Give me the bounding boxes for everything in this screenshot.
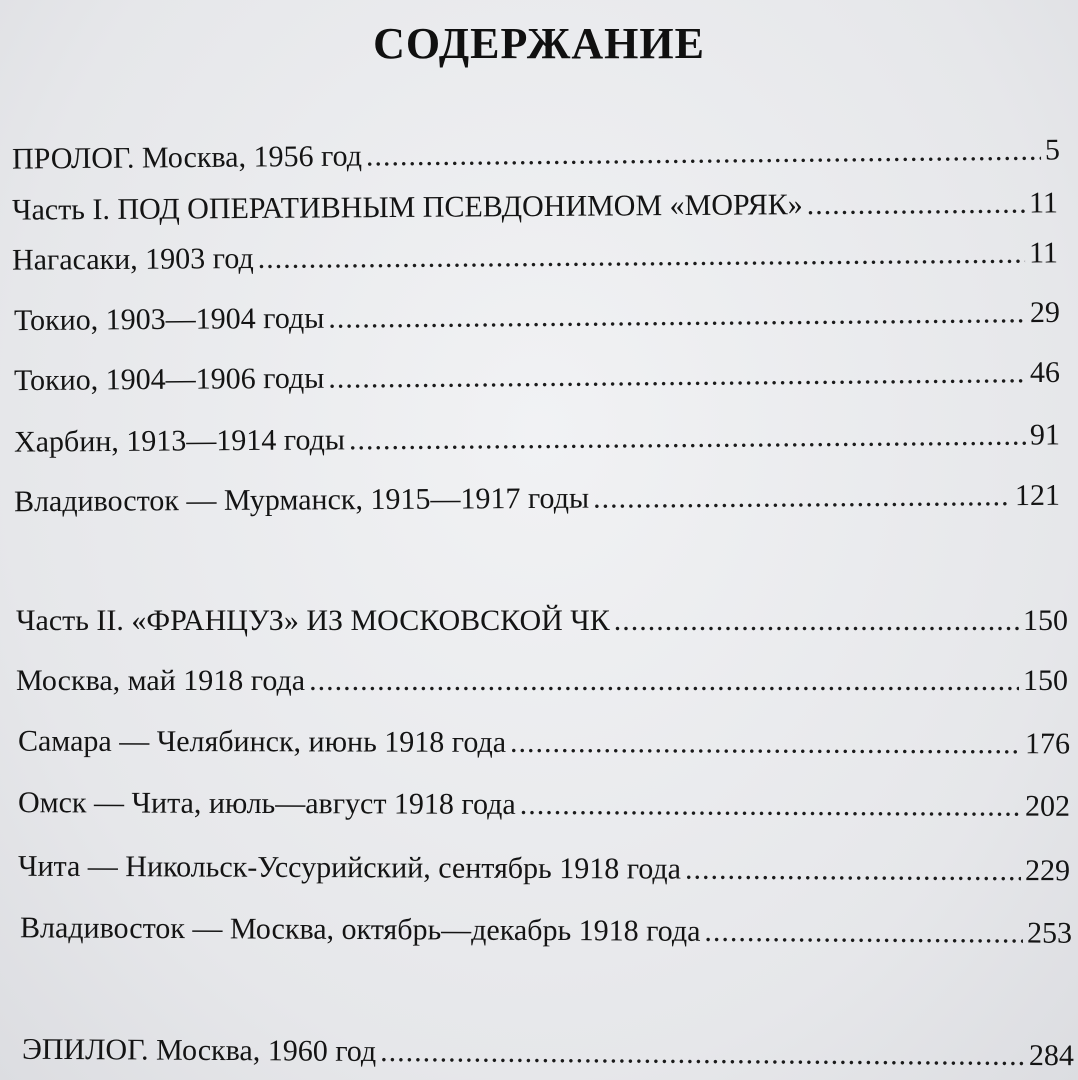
toc-entry-label: Часть II. «ФРАНЦУЗ» ИЗ МОСКОВСКОЙ ЧК	[16, 604, 610, 637]
toc-entry-page: 229	[1024, 854, 1071, 888]
toc-entry-label: Владивосток — Москва, октябрь—декабрь 1918 года	[19, 911, 701, 948]
toc-entry-label: Омск — Чита, июль—август 1918 года	[17, 786, 516, 821]
toc-entry-prologue	[12, 131, 1060, 178]
toc-entry-page: 5	[1044, 133, 1061, 167]
toc-entry-moscow-may	[16, 662, 1068, 700]
toc-entry-omsk	[18, 784, 1070, 826]
toc-entry-part-1	[12, 184, 1058, 229]
toc-leader-dots	[614, 602, 1019, 640]
toc-leader-dots	[258, 235, 1026, 278]
toc-entry-page: 11	[1028, 186, 1059, 220]
toc-leader-dots	[349, 417, 1026, 460]
toc-entry-nagasaki	[12, 234, 1058, 279]
toc-leader-dots	[807, 185, 1026, 225]
toc-leader-dots	[685, 851, 1021, 890]
toc-entry-label: Токио, 1903—1904 годы	[13, 301, 325, 338]
toc-leader-dots	[366, 132, 1041, 176]
toc-leader-dots	[380, 1033, 1025, 1075]
toc-leader-dots	[510, 724, 1021, 763]
toc-entry-label: Нагасаки, 1903 год	[11, 241, 254, 277]
toc-entry-page: 150	[1023, 664, 1068, 697]
toc-entry-vladivostok-murmansk	[14, 477, 1060, 521]
toc-entry-page: 150	[1023, 604, 1068, 637]
toc-entry-label: ПРОЛОГ. Москва, 1956 год	[11, 139, 363, 176]
toc-entry-label: Харбин, 1913—1914 годы	[13, 423, 346, 459]
toc-entry-label: Чита — Никольск-Уссурийский, сентябрь 1918 года	[17, 849, 682, 886]
toc-entry-harbin	[14, 416, 1060, 461]
toc-entry-page: 284	[1028, 1038, 1075, 1073]
toc-entry-epilogue	[22, 1031, 1074, 1075]
toc-entry-samara	[18, 723, 1070, 764]
toc-entry-label: Москва, май 1918 года	[16, 664, 306, 697]
toc-entry-page: 46	[1029, 355, 1061, 390]
toc-entry-label: Токио, 1904—1906 годы	[13, 361, 325, 398]
toc-entry-label: ЭПИЛОГ. Москва, 1960 год	[21, 1032, 377, 1068]
page-title: СОДЕРЖАНИЕ	[373, 19, 705, 68]
toc-entry-page: 253	[1026, 916, 1073, 950]
toc-entry-page: 29	[1029, 295, 1061, 330]
toc-entry-chita	[18, 848, 1070, 891]
toc-leader-dots	[309, 662, 1019, 700]
toc-leader-dots	[328, 294, 1026, 337]
toc-entry-page: 121	[1014, 478, 1061, 513]
toc-leader-dots	[520, 786, 1021, 826]
toc-entry-vladivostok-moscow	[20, 909, 1072, 953]
toc-entry-part-2	[16, 602, 1068, 640]
toc-entry-page: 11	[1028, 236, 1059, 270]
toc-entry-tokyo-1903	[14, 294, 1060, 340]
toc-leader-dots	[593, 477, 1011, 518]
toc-entry-page: 91	[1029, 418, 1061, 452]
toc-entry-page: 202	[1024, 789, 1071, 823]
toc-entry-tokyo-1904	[14, 354, 1060, 400]
toc-entry-page: 176	[1024, 727, 1071, 761]
toc-leader-dots	[328, 354, 1026, 397]
toc-leader-dots	[704, 913, 1023, 953]
toc-entry-label: Владивосток — Мурманск, 1915—1917 годы	[13, 481, 590, 519]
toc-entry-label: Часть I. ПОД ОПЕРАТИВНЫМ ПСЕВДОНИМОМ «МОРЯК»	[11, 188, 803, 227]
toc-entry-label: Самара — Челябинск, июнь 1918 года	[17, 724, 507, 759]
